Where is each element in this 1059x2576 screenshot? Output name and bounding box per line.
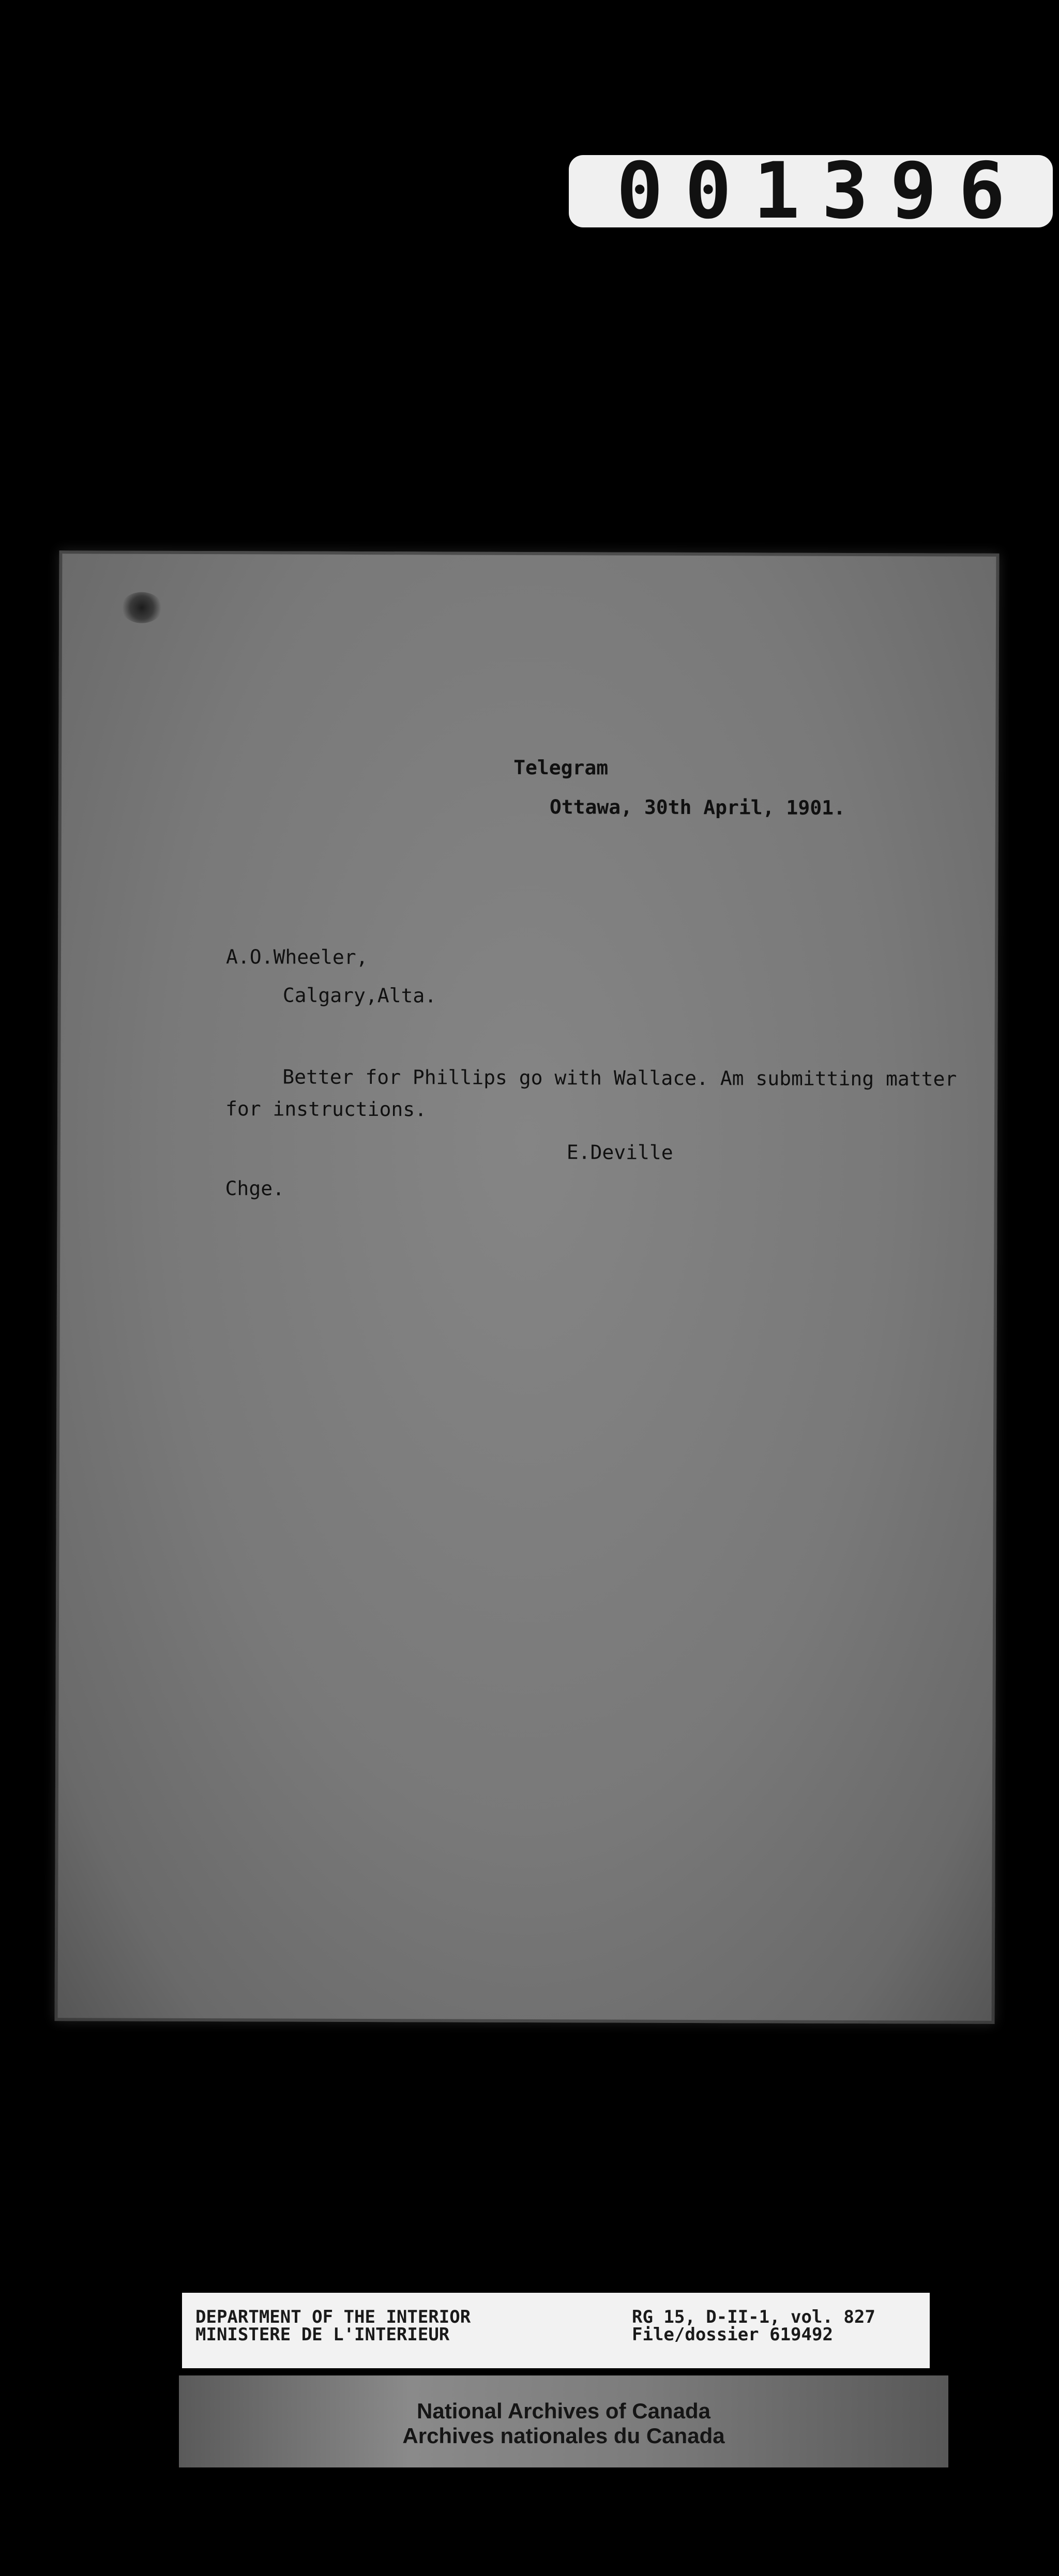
record-group-reference: RG 15, D-II-1, vol. 827 xyxy=(632,2307,875,2327)
archive-banner xyxy=(179,2375,948,2467)
archive-name-english: National Archives of Canada xyxy=(417,2399,710,2423)
addressee-place: Calgary,Alta. xyxy=(282,984,437,1007)
body-line-2: for instructions. xyxy=(225,1097,427,1121)
addressee-name: A.O.Wheeler, xyxy=(225,945,368,969)
archival-label xyxy=(182,2293,930,2368)
telegram-dateline: Ottawa, 30th April, 1901. xyxy=(549,795,845,819)
charge-note: Chge. xyxy=(225,1177,285,1200)
department-english: DEPARTMENT OF THE INTERIOR xyxy=(195,2307,471,2327)
frame-number-label xyxy=(569,155,1053,227)
file-number: File/dossier 619492 xyxy=(632,2324,833,2345)
department-french: MINISTERE DE L'INTERIEUR xyxy=(195,2324,450,2345)
telegram-sheet xyxy=(55,550,1000,2024)
telegram-heading: Telegram xyxy=(513,756,609,779)
archive-name-french: Archives nationales du Canada xyxy=(402,2424,725,2448)
signature: E.Deville xyxy=(566,1141,673,1164)
body-line-1: Better for Phillips go with Wallace. Am submitting matter xyxy=(282,1065,957,1091)
frame-number-text: 001396 xyxy=(616,155,1027,227)
ink-stain xyxy=(121,592,162,623)
